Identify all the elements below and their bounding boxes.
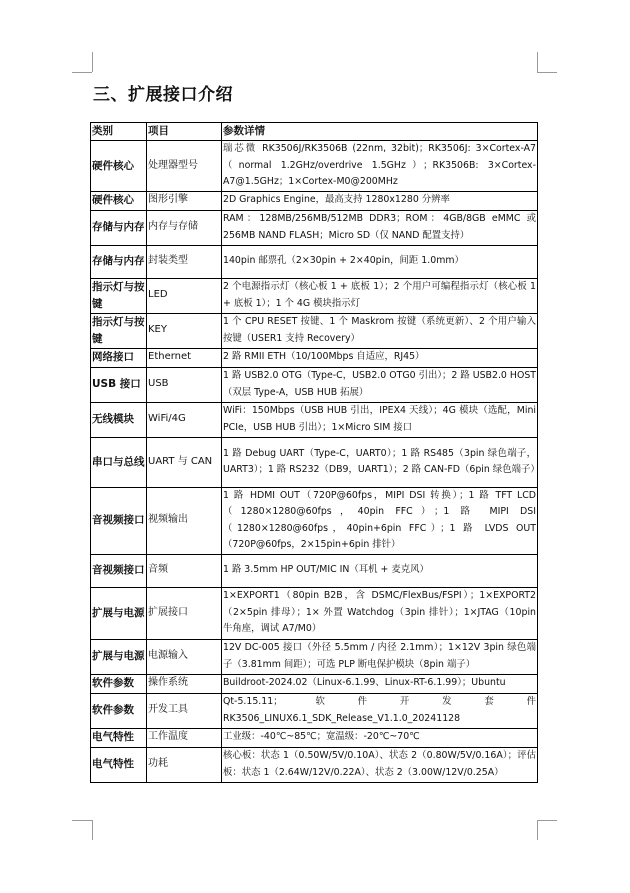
table-row — [91, 210, 538, 245]
row-item: 电源输入 — [147, 639, 222, 674]
row-detail: 1 个 CPU RESET 按键、1 个 Maskrom 按键（系统更新）、2 个用户输入按键（USER1 支持 Recovery） — [222, 313, 538, 348]
table-row — [91, 191, 538, 210]
table-row — [91, 487, 538, 554]
table-row — [91, 367, 538, 402]
header-category: 类别 — [91, 123, 147, 141]
spec-table — [90, 122, 538, 783]
row-detail: 1 路 USB2.0 OTG（Type-C，USB2.0 OTG0 引出）；2 路 USB2.0 HOST（双层 Type-A，USB HUB 拓展） — [222, 367, 538, 402]
crop-mark — [537, 820, 557, 821]
row-detail: 工业级：-40℃~85℃；宽温级：-20℃~70℃ — [222, 728, 538, 747]
row-category: 无线模块 — [91, 402, 147, 437]
row-detail: RAM：128MB/256MB/512MB DDR3；ROM：4GB/8GB eMMC 或 256MB NAND FLASH；Micro SD（仅 NAND 配置支持） — [222, 210, 538, 245]
row-detail: 2 个电源指示灯（核心板 1 + 底板 1）；2 个用户可编程指示灯（核心板 1 + 底板 1）；1 个 4G 模块指示灯 — [222, 278, 538, 313]
row-item: 操作系统 — [147, 674, 222, 693]
row-item: LED — [147, 278, 222, 313]
crop-mark — [72, 820, 92, 821]
crop-mark — [537, 52, 538, 72]
table-row — [91, 348, 538, 367]
row-item: Ethernet — [147, 348, 222, 367]
row-detail: 瑞芯微 RK3506J/RK3506B (22nm, 32bit)；RK3506J: 3×Cortex-A7（normal 1.2GHz/overdrive 1.5GHz）；RK3506B: 3×Cortex-A7@1.5GHz；1×Cortex-M0@200MHz — [222, 141, 538, 192]
row-detail: 2D Graphics Engine，最高支持 1280x1280 分辨率 — [222, 191, 538, 210]
table-header-row — [91, 123, 538, 141]
row-category: 存储与内存 — [91, 245, 147, 278]
row-detail: 2 路 RMII ETH（10/100Mbps 自适应，RJ45） — [222, 348, 538, 367]
row-detail: 1 路 HDMI OUT（720P@60fps，MIPI DSI 转换）；1 路 TFT LCD（1280×1280@60fps，40pin FFC）；1 路 MIPI DSI（1280×1280@60fps，40pin+6pin FFC）；1 路 LVDS OUT（720P@60fps，2×15pin+6pin 排针） — [222, 487, 538, 554]
row-detail: WiFi：150Mbps（USB HUB 引出，IPEX4 天线）；4G 模块（选配，Mini PCIe，USB HUB 引出）；1×Micro SIM 接口 — [222, 402, 538, 437]
table-row — [91, 674, 538, 693]
table-row — [91, 639, 538, 674]
row-detail: 核心板：状态 1（0.50W/5V/0.10A）、状态 2（0.80W/5V/0.16A）；评估板：状态 1（2.64W/12V/0.22A）、状态 2（3.00W/12V/0.25A） — [222, 747, 538, 782]
row-item: 音频 — [147, 554, 222, 587]
row-category: 硬件核心 — [91, 141, 147, 192]
table-row — [91, 245, 538, 278]
row-detail: 12V DC-005 接口（外径 5.5mm / 内径 2.1mm）；1×12V 3pin 绿色端子（3.81mm 间距）；可选 PLP 断电保护模块（8pin 端子） — [222, 639, 538, 674]
table-row — [91, 402, 538, 437]
row-category: 软件参数 — [91, 693, 147, 728]
row-category: USB 接口 — [91, 367, 147, 402]
row-item: 扩展接口 — [147, 587, 222, 639]
row-category: 串口与总线 — [91, 437, 147, 487]
row-item: WiFi/4G — [147, 402, 222, 437]
table-row — [91, 313, 538, 348]
row-item: KEY — [147, 313, 222, 348]
table-row — [91, 554, 538, 587]
header-item: 项目 — [147, 123, 222, 141]
header-detail: 参数详情 — [222, 123, 538, 141]
row-category: 电气特性 — [91, 728, 147, 747]
table-row — [91, 587, 538, 639]
table-row — [91, 747, 538, 782]
row-category: 音视频接口 — [91, 487, 147, 554]
row-category: 硬件核心 — [91, 191, 147, 210]
row-category: 存储与内存 — [91, 210, 147, 245]
row-detail: Qt-5.15.11；软件开发套件 RK3506_LINUX6.1_SDK_Release_V1.1.0_20241128 — [222, 693, 538, 728]
row-category: 软件参数 — [91, 674, 147, 693]
row-detail: 1 路 Debug UART（Type-C，UART0）；1 路 RS485（3pin 绿色端子，UART3）；1 路 RS232（DB9，UART1）；2 路 CAN-FD（6pin 绿色端子） — [222, 437, 538, 487]
row-item: USB — [147, 367, 222, 402]
row-detail: 140pin 邮票孔（2×30pin + 2×40pin，间距 1.0mm） — [222, 245, 538, 278]
row-item: UART 与 CAN — [147, 437, 222, 487]
row-item: 封装类型 — [147, 245, 222, 278]
table-row — [91, 278, 538, 313]
table-row — [91, 141, 538, 192]
crop-mark — [537, 820, 538, 840]
row-category: 网络接口 — [91, 348, 147, 367]
row-item: 开发工具 — [147, 693, 222, 728]
crop-mark — [537, 72, 557, 73]
row-item: 工作温度 — [147, 728, 222, 747]
row-detail: Buildroot-2024.02（Linux-6.1.99、Linux-RT-6.1.99）；Ubuntu — [222, 674, 538, 693]
table-row — [91, 693, 538, 728]
crop-mark — [92, 52, 93, 72]
table-row — [91, 437, 538, 487]
row-category: 扩展与电源 — [91, 587, 147, 639]
row-category: 指示灯与按键 — [91, 278, 147, 313]
row-category: 音视频接口 — [91, 554, 147, 587]
row-item: 视频输出 — [147, 487, 222, 554]
row-item: 功耗 — [147, 747, 222, 782]
row-detail: 1 路 3.5mm HP OUT/MIC IN（耳机 + 麦克风） — [222, 554, 538, 587]
row-category: 电气特性 — [91, 747, 147, 782]
row-detail: 1×EXPORT1（80pin B2B，含 DSMC/FlexBus/FSPI）；1×EXPORT2（2×5pin 排母）；1× 外置 Watchdog（3pin 排针）；1×JTAG（10pin 牛角座，调试 A7/M0） — [222, 587, 538, 639]
row-item: 处理器型号 — [147, 141, 222, 192]
row-item: 内存与存储 — [147, 210, 222, 245]
row-item: 图形引擎 — [147, 191, 222, 210]
table-row — [91, 728, 538, 747]
crop-mark — [72, 72, 92, 73]
section-title: 三、扩展接口介绍 — [93, 85, 233, 105]
crop-mark — [92, 820, 93, 840]
row-category: 指示灯与按键 — [91, 313, 147, 348]
row-category: 扩展与电源 — [91, 639, 147, 674]
